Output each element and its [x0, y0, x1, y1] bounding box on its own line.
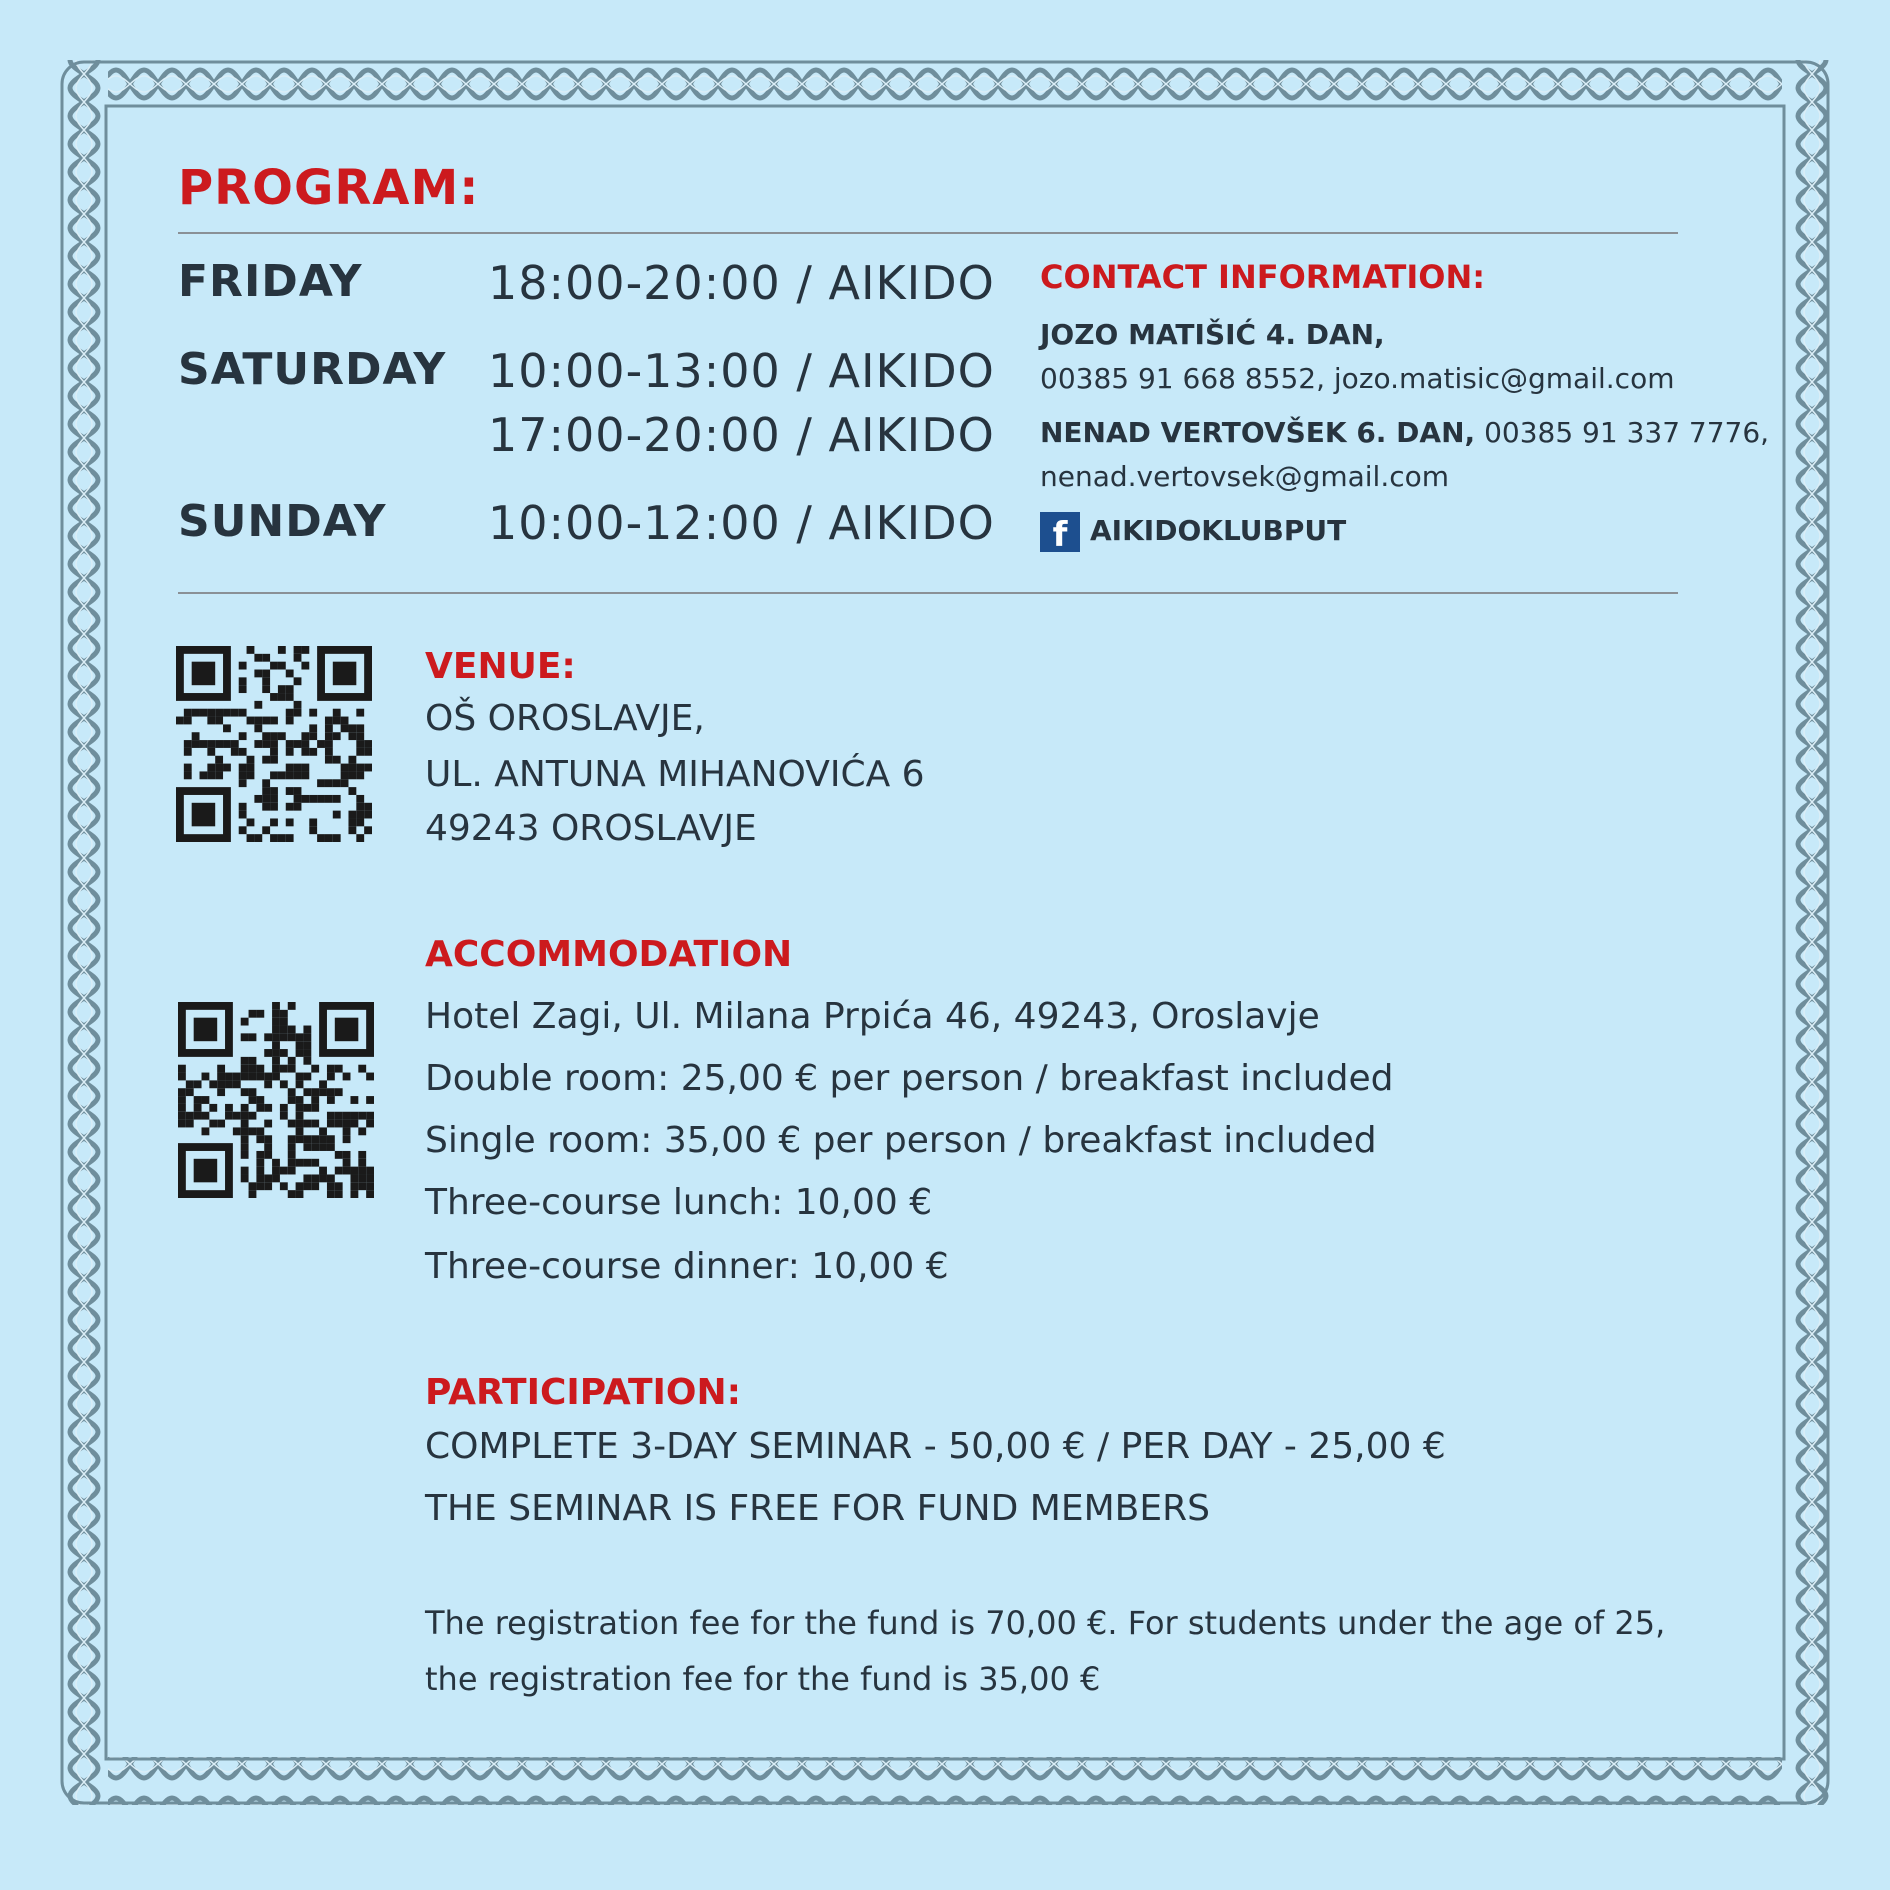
accommodation-line: Three-course lunch: 10,00 €	[425, 1182, 933, 1223]
divider-middle	[178, 592, 1678, 594]
participation-heading: PARTICIPATION:	[425, 1372, 742, 1413]
accommodation-qr-code[interactable]	[178, 1002, 374, 1198]
time-sunday: 10:00-12:00 / AIKIDO	[488, 496, 995, 550]
fee-note-line: the registration fee for the fund is 35,00 €	[425, 1660, 1101, 1698]
venue-line: 49243 OROSLAVJE	[425, 808, 757, 849]
facebook-handle[interactable]: AIKIDOKLUBPUT	[1090, 514, 1347, 547]
participation-line: THE SEMINAR IS FREE FOR FUND MEMBERS	[425, 1488, 1210, 1529]
time-saturday-morning: 10:00-13:00 / AIKIDO	[488, 344, 995, 398]
day-saturday: SATURDAY	[178, 344, 447, 395]
venue-line: OŠ OROSLAVJE,	[425, 698, 705, 739]
divider-top	[178, 232, 1678, 234]
contact-person1-name: JOZO MATIŠIĆ 4. DAN,	[1040, 318, 1385, 351]
contact-heading: CONTACT INFORMATION:	[1040, 258, 1486, 296]
contact-person2-email[interactable]: nenad.vertovsek@gmail.com	[1040, 460, 1450, 493]
accommodation-line: Three-course dinner: 10,00 €	[425, 1246, 949, 1287]
accommodation-line: Single room: 35,00 € per person / breakfast included	[425, 1120, 1377, 1161]
facebook-icon[interactable]: f	[1040, 512, 1080, 552]
contact-person2-name: NENAD VERTOVŠEK 6. DAN,	[1040, 416, 1476, 449]
contact-person2-phone[interactable]: 00385 91 337 7776,	[1475, 416, 1770, 449]
time-saturday-evening: 17:00-20:00 / AIKIDO	[488, 408, 995, 462]
participation-line: COMPLETE 3-DAY SEMINAR - 50,00 € / PER DAY - 25,00 €	[425, 1426, 1446, 1467]
contact-person1-details[interactable]: 00385 91 668 8552, jozo.matisic@gmail.com	[1040, 362, 1675, 395]
venue-line: UL. ANTUNA MIHANOVIĆA 6	[425, 754, 925, 795]
day-sunday: SUNDAY	[178, 496, 387, 547]
accommodation-line: Double room: 25,00 € per person / breakfast included	[425, 1058, 1394, 1099]
accommodation-line: Hotel Zagi, Ul. Milana Prpića 46, 49243, Oroslavje	[425, 996, 1320, 1037]
fee-note-line: The registration fee for the fund is 70,00 €. For students under the age of 25,	[425, 1604, 1666, 1642]
venue-heading: VENUE:	[425, 646, 576, 687]
day-friday: FRIDAY	[178, 256, 363, 307]
program-heading: PROGRAM:	[178, 160, 480, 216]
decorative-border	[60, 60, 1830, 1805]
contact-person2-line	[1040, 416, 1769, 449]
accommodation-heading: ACCOMMODATION	[425, 934, 793, 975]
time-friday: 18:00-20:00 / AIKIDO	[488, 256, 995, 310]
venue-qr-code[interactable]	[176, 646, 372, 842]
